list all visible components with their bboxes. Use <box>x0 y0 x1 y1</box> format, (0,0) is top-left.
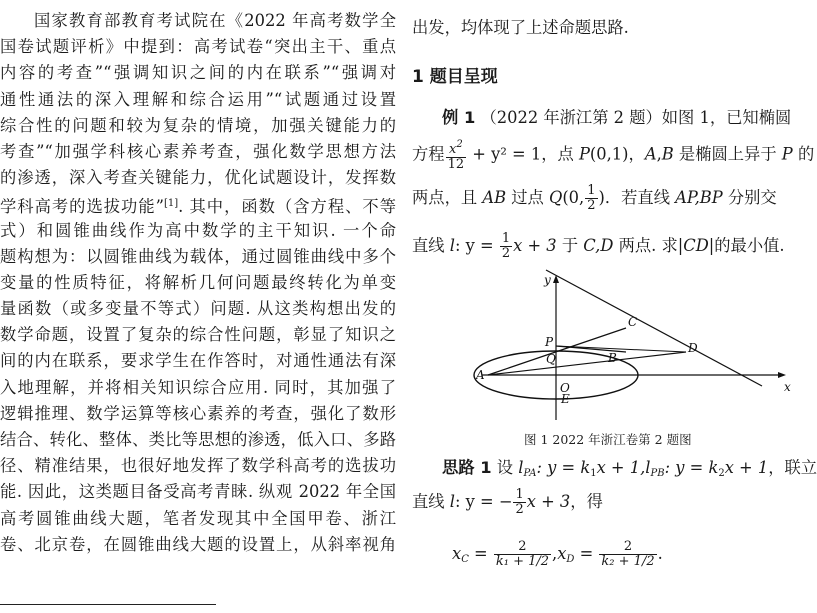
idea-line-2 <box>412 488 603 517</box>
var-P: P <box>781 144 793 164</box>
equation: : y = <box>454 236 499 255</box>
label-D: D <box>688 341 698 355</box>
equation-tail: + y² = 1 <box>467 144 542 164</box>
text-span: 过点 <box>506 188 549 207</box>
text-line: 通性通法的深入理解和综合运用”“试题通过设置 <box>0 89 396 109</box>
text-line: 变量的性质特征，将解析几何问题最终转化为单变 <box>0 272 396 292</box>
text-span: ， <box>628 144 645 164</box>
example-label: 例 1 <box>442 108 476 127</box>
text-line: 综合性的问题和较为复杂的情境，加强关键能力的 <box>0 115 396 135</box>
example-line-2: 方程 $\frac{x^2}{12}$ + y² = 1，点 P(0,1)，A,B 是椭圆上异于 P 的 <box>412 139 815 172</box>
frac-den: k₂ + 1/2 <box>601 554 655 569</box>
frac-num: 1 <box>587 183 596 198</box>
text-span: ，点 <box>541 144 579 164</box>
intro-line: 出发，均体现了上述命题思路. <box>412 18 629 37</box>
fraction <box>513 488 525 517</box>
subscript: 2 <box>718 468 725 479</box>
equation: x + 1, <box>596 458 646 477</box>
frac-num: 2 <box>599 540 656 555</box>
subscript: 1 <box>590 468 597 479</box>
citation-mark: [1] <box>163 198 179 210</box>
frac-num: 1 <box>501 231 511 246</box>
text-span: 的最小值. <box>714 236 785 255</box>
text-span: 学科高考的选拔功能” <box>0 197 164 217</box>
equation: x + 3 <box>513 236 557 255</box>
text-span: ．若直线 <box>604 188 676 207</box>
var-P: P <box>578 144 590 164</box>
var-Q: Q <box>548 188 563 207</box>
label-B: B <box>608 351 617 365</box>
text-line: 入地理解，并将相关知识综合应用. 同时，其加强了 <box>0 377 396 397</box>
text-span: 于 <box>556 236 584 255</box>
ellipse-figure <box>476 270 800 422</box>
text-span: 直线 <box>412 492 450 511</box>
idea-label: 思路 1 <box>442 458 492 477</box>
label-P: P <box>545 335 554 349</box>
fraction <box>599 540 656 569</box>
equals: = <box>468 544 493 563</box>
frac-den: k₁ + 1/2 <box>495 554 550 569</box>
label-Q: Q <box>546 352 556 366</box>
text-line: 题构想为：以圆锥曲线为载体，通过圆锥曲线中多个 <box>0 246 396 266</box>
var-absCD: |CD| <box>677 236 715 255</box>
fraction <box>446 138 467 172</box>
text-span: 分别交 <box>722 188 777 207</box>
text-line: 间的内在联系，要求学生在作答时，对通性通法有深 <box>0 351 396 371</box>
frac-den: 2 <box>587 198 596 213</box>
var-l: l <box>645 458 651 477</box>
frac-num <box>446 138 467 158</box>
frac-den: 2 <box>501 246 511 261</box>
text-line: 内容的考查”“强调知识之间的内在联系”“强调对 <box>0 63 396 83</box>
text-line: 国家教育部教育考试院在《2022 年高考数学全 <box>34 11 396 30</box>
text-span: ，得 <box>570 492 603 511</box>
fraction <box>500 232 512 261</box>
text-line: 国卷试题评析》中提到：高考试卷“突出主干、重点 <box>0 37 396 57</box>
coord: ) <box>598 188 605 207</box>
text-span: . 其中，函数（含方程、不等 <box>178 197 397 217</box>
var-APBP: AP,BP <box>675 188 723 207</box>
text-line: 考查”“加强学科核心素养考查，强化数学思想方法 <box>0 141 396 161</box>
text-line: 能. 因此，这类题目备受高考青睐. 纵观 2022 年全国 <box>0 482 396 502</box>
text-span: 方程 <box>412 144 445 164</box>
section-heading: 1 题目呈现 <box>412 67 498 87</box>
label-A: A <box>476 368 485 382</box>
label-E: E <box>561 392 570 406</box>
var-B: B <box>661 144 674 164</box>
text-line: 逻辑推理、数学运算等核心素养的考查，强化了数形 <box>0 403 396 423</box>
label-y: y <box>544 273 551 287</box>
coord: (0,1) <box>589 144 629 164</box>
equation: : y = − <box>454 492 513 511</box>
separator: , <box>552 544 558 563</box>
text-line: 高考圆锥曲线大题，笔者发现其中全国甲卷、浙江 <box>0 508 396 528</box>
frac-num: 1 <box>515 487 524 502</box>
text-line: 的渗透，深入考查关键能力，优化试题设计，发挥数 <box>0 168 396 188</box>
coord: (0, <box>562 188 585 207</box>
label-O: O <box>560 381 570 395</box>
frac-den: 12 <box>447 157 465 172</box>
idea-line-1 <box>442 454 817 479</box>
equation: : y = k <box>664 458 719 477</box>
var-CD: C,D <box>583 236 614 255</box>
frac-num: 2 <box>494 540 551 555</box>
text-line: 径、精准结果，也很好地发挥了数学科高考的选拔功 <box>0 456 396 476</box>
var: x <box>448 142 457 157</box>
equation: : y = k <box>536 458 591 477</box>
var-l: l <box>449 492 455 511</box>
example-line-1 <box>442 104 791 128</box>
var-x: x <box>557 544 567 563</box>
subscript: PA <box>523 468 537 479</box>
text-span: 的 <box>792 144 815 164</box>
var-A: A <box>644 144 657 164</box>
var-l: l <box>518 458 524 477</box>
line-AC <box>488 328 626 375</box>
text-line: 结合、转化、整体、类比等思想的渗透，低入口、多路 <box>0 430 396 449</box>
text-line: 量函数（或多变量不等式）问题. 从这类构想出发的 <box>0 299 396 319</box>
footnote-rule <box>0 604 216 605</box>
x-axis-arrow <box>778 372 786 378</box>
subscript: C <box>461 554 469 565</box>
result-formula <box>452 540 663 569</box>
fraction <box>585 184 597 213</box>
text-span: 两点，且 <box>412 188 483 207</box>
label-C: C <box>628 315 638 329</box>
text-line: 式）和圆锥曲线作为高中数学的主干知识. 一个命 <box>0 220 396 240</box>
text-span: 是椭圆上异于 <box>673 144 782 164</box>
text-span: ，联立 <box>768 458 817 477</box>
text-span: 两点. 求 <box>613 236 678 255</box>
text-line: 卷、北京卷，在圆锥曲线大题的设置上，从斜率视角 <box>0 534 396 554</box>
label-x: x <box>784 380 791 394</box>
var-AB: AB <box>482 188 507 207</box>
line-l <box>546 270 762 386</box>
var-x: x <box>452 544 462 563</box>
equals: = <box>574 544 599 563</box>
figure-caption: 图 1 2022 年浙江卷第 2 题图 <box>524 432 692 447</box>
line-AD <box>488 352 686 375</box>
text-line: 数学命题，设置了复杂的综合性问题，彰显了知识之 <box>0 325 396 345</box>
equation: x + 3 <box>526 492 571 511</box>
subscript: D <box>566 554 575 565</box>
text-span: 直线 <box>412 236 450 255</box>
period: . <box>657 544 663 563</box>
exp: 2 <box>456 139 463 150</box>
text-line-with-citation <box>0 191 396 217</box>
subscript: PB <box>650 468 665 479</box>
example-line-4 <box>412 232 785 261</box>
equation: x + 1 <box>724 458 769 477</box>
frac-den: 2 <box>515 502 524 517</box>
fraction <box>494 540 551 569</box>
body-paragraph <box>0 8 396 558</box>
text-span: 设 <box>496 458 519 477</box>
example-source: （2022 年浙江第 2 题）如图 1，已知椭圆 <box>480 108 792 127</box>
example-line-3 <box>412 184 777 213</box>
var-l: l <box>449 236 455 255</box>
